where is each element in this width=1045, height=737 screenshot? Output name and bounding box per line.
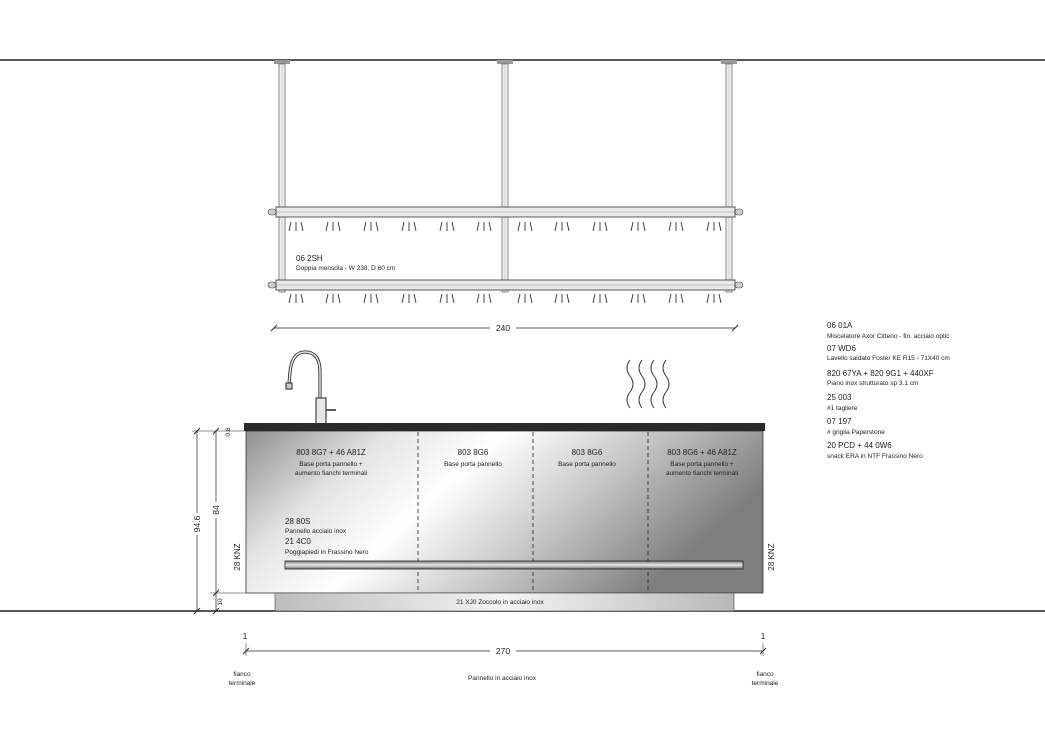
svg-text:aumento fianchi terminali: aumento fianchi terminali [665, 470, 739, 477]
dim-total-height: 94.6 [192, 515, 202, 533]
light-icon [631, 222, 645, 231]
light-icon [555, 294, 569, 303]
shelf-support-rod [502, 64, 508, 292]
shelf-code: 06 2SH [296, 254, 323, 263]
legend-code: 07 WD6 [827, 344, 856, 353]
light-icon [326, 294, 340, 303]
light-icon [440, 294, 454, 303]
light-icon [440, 222, 454, 231]
footrest-code: 21 4C0 [285, 537, 311, 546]
legend-desc: #1 tagliere [827, 405, 858, 412]
legend-code: 20 PCD + 44 0W6 [827, 441, 892, 450]
light-icon [518, 222, 532, 231]
legend-desc: snack ERA in NTF Frassino Nero [827, 453, 923, 460]
svg-text:Base porta pannello: Base porta pannello [558, 461, 616, 468]
side-label-left: 28 KNZ [233, 543, 242, 571]
light-icon [477, 294, 491, 303]
svg-text:803 8G6: 803 8G6 [571, 448, 603, 457]
module-label [666, 448, 738, 477]
panel-code: 28 80S [285, 517, 311, 526]
faucet-icon [286, 352, 336, 424]
light-icon [364, 222, 378, 231]
plinth-label: 21 XJ0 Zoccolo in acciaio inox [456, 599, 544, 606]
light-icon [518, 294, 532, 303]
dim-body-height: 84 [211, 505, 221, 515]
left-end-label-2: terminale [228, 680, 256, 687]
panel-description: Pannello acciaio inox [285, 528, 347, 535]
right-end-label: fianco [756, 671, 774, 678]
footrest-bar [285, 561, 743, 569]
light-icon [593, 222, 607, 231]
light-icon [402, 222, 416, 231]
legend-desc: Lavello saldato Foster KE R15 - 71X40 cm [827, 355, 950, 362]
legend-desc: Miscelatore Axor Citterio - fin. acciaio optic [827, 333, 950, 340]
legend-desc: # griglia Paperstone [827, 429, 885, 436]
center-panel-label: Pannello in acciaio inox [468, 675, 536, 682]
svg-text:803 8G6 + 46 A81Z: 803 8G6 + 46 A81Z [667, 448, 737, 457]
footrest-description: Poggiapiedi in Frassino Nero [285, 549, 369, 556]
svg-text:803 8G6: 803 8G6 [457, 448, 489, 457]
dim-top-thickness: 0.6 [225, 427, 232, 437]
light-icon [402, 294, 416, 303]
svg-text:Base porta pannello +: Base porta pannello + [299, 461, 363, 468]
legend-code: 06 01A [827, 321, 853, 330]
svg-text:Base porta pannello: Base porta pannello [444, 461, 502, 468]
shelf-support-rod [279, 64, 285, 292]
light-icon [326, 222, 340, 231]
steam-icon [627, 360, 669, 408]
shelf-width-dimension [271, 322, 738, 333]
light-icon [477, 222, 491, 231]
legend [827, 321, 950, 460]
dim-left-end: 1 [242, 631, 248, 641]
light-icon [707, 294, 721, 303]
dim-right-end: 1 [760, 631, 766, 641]
light-icon [631, 294, 645, 303]
light-icon [669, 222, 683, 231]
right-end-label-2: terminale [751, 680, 779, 687]
dim-plinth-height: 10 [217, 598, 224, 606]
svg-text:Base porta pannello +: Base porta pannello + [670, 461, 734, 468]
dim-total-width: 270 [495, 646, 511, 656]
light-icon [555, 222, 569, 231]
legend-code: 25 003 [827, 393, 852, 402]
left-end-label: fianco [233, 671, 251, 678]
island-unit [233, 423, 776, 611]
module-label [295, 448, 367, 477]
side-label-right: 28 KNZ [767, 543, 776, 571]
legend-code: 820 67YA + 820 9G1 + 440XF [827, 369, 934, 378]
countertop [244, 423, 765, 431]
light-icon [593, 294, 607, 303]
light-icon [289, 294, 303, 303]
legend-code: 07 197 [827, 417, 852, 426]
svg-text:aumento fianchi terminali: aumento fianchi terminali [294, 470, 368, 477]
shelf-description: Doppia mensola - W 238, D 60 cm [296, 265, 396, 272]
double-shelf [268, 60, 743, 303]
light-icon [707, 222, 721, 231]
svg-text:803 8G7 + 46 A81Z: 803 8G7 + 46 A81Z [296, 448, 366, 457]
light-icon [669, 294, 683, 303]
shelf-width-value: 240 [495, 323, 511, 333]
light-icon [289, 222, 303, 231]
shelf-support-rod [726, 64, 732, 292]
light-icon [364, 294, 378, 303]
legend-desc: Piano inox strutturato sp 3.1 cm [827, 380, 919, 387]
